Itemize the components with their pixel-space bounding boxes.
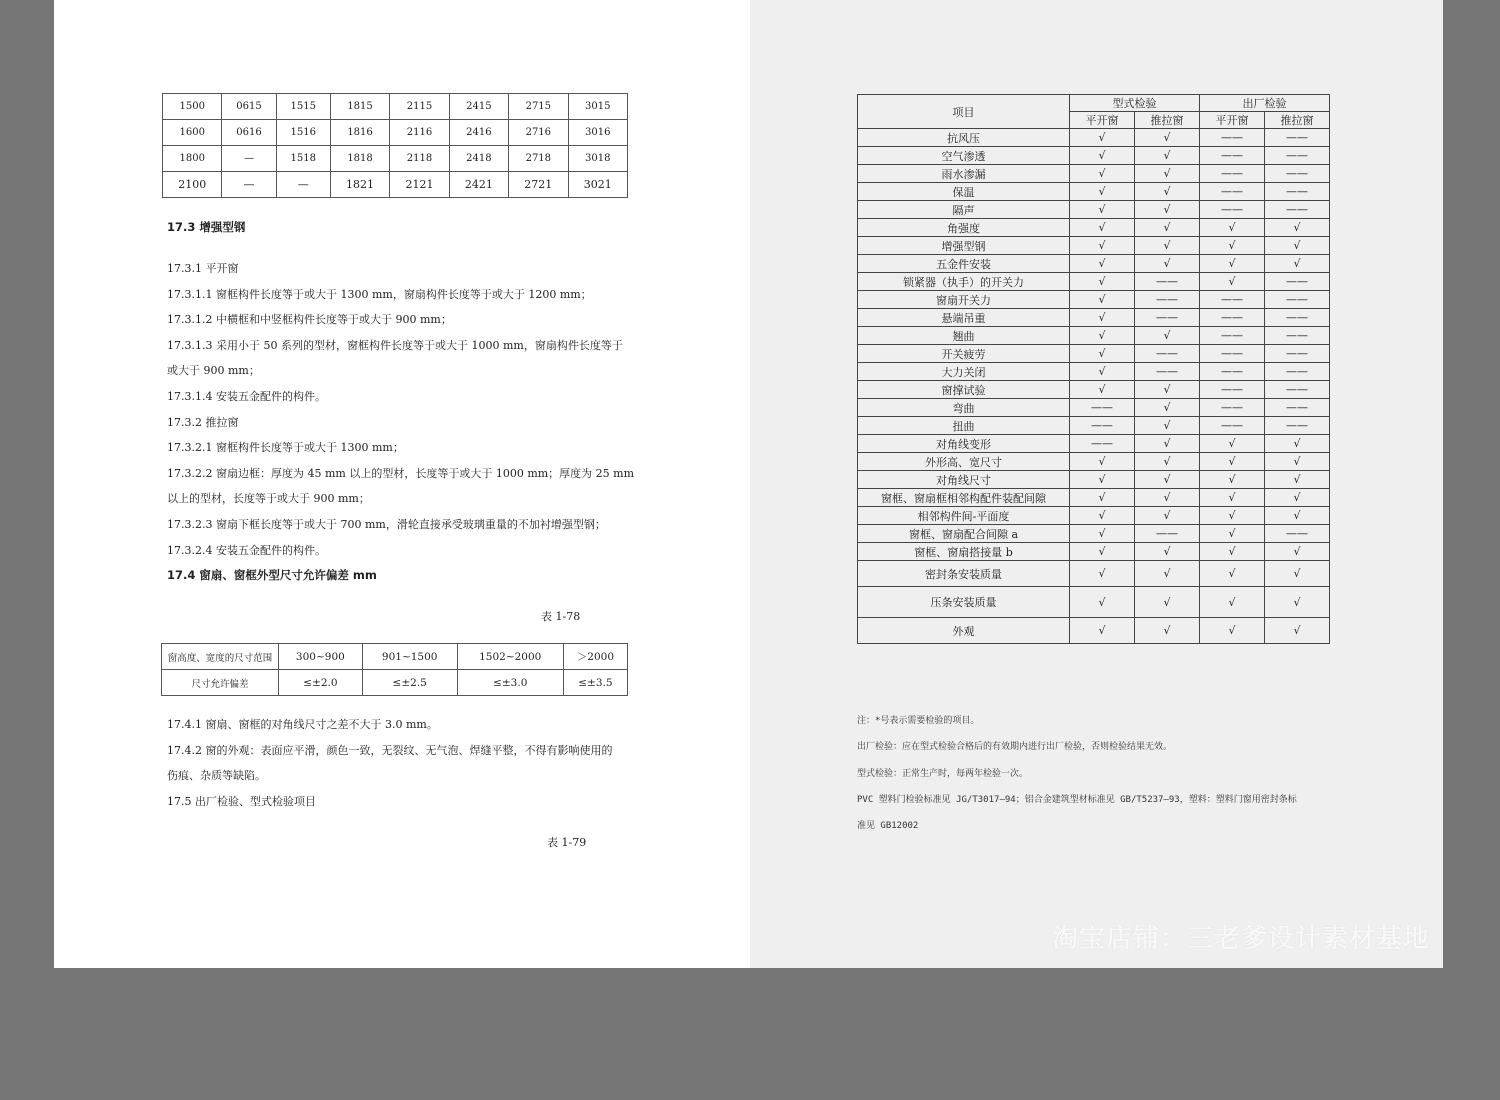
inspection-item-name: 弯曲 bbox=[858, 399, 1070, 417]
inspection-item-name: 悬端吊重 bbox=[858, 309, 1070, 327]
group-header-type-inspection: 型式检验 bbox=[1070, 95, 1200, 112]
size-table-cell: — bbox=[222, 146, 276, 172]
tol-row1-cell: 901~1500 bbox=[362, 644, 457, 670]
inspection-mark: √ bbox=[1265, 618, 1330, 644]
inspection-mark: √ bbox=[1265, 435, 1330, 453]
caption-table-1-79: 表 1-79 bbox=[547, 836, 587, 849]
caption-table-1-78: 表 1-78 bbox=[541, 610, 581, 623]
inspection-mark: —— bbox=[1135, 525, 1200, 543]
inspection-mark: √ bbox=[1070, 147, 1135, 165]
para-17-4-1: 17.4.1 窗扇、窗框的对角线尺寸之差不大于 3.0 mm。 bbox=[167, 718, 438, 731]
inspection-mark: √ bbox=[1070, 507, 1135, 525]
inspection-row bbox=[858, 273, 1330, 291]
inspection-mark: √ bbox=[1200, 489, 1265, 507]
shop-watermark: 淘宝店铺：三老爹设计素材基地 bbox=[1051, 924, 1430, 954]
inspection-mark: —— bbox=[1200, 291, 1265, 309]
inspection-mark: —— bbox=[1200, 201, 1265, 219]
inspection-mark: √ bbox=[1070, 453, 1135, 471]
inspection-row bbox=[858, 471, 1330, 489]
size-table-cell: 2415 bbox=[449, 94, 508, 120]
inspection-mark: —— bbox=[1200, 381, 1265, 399]
inspection-mark: √ bbox=[1070, 273, 1135, 291]
inspection-item-name: 对角线尺寸 bbox=[858, 471, 1070, 489]
size-table-cell: 2416 bbox=[449, 120, 508, 146]
inspection-mark: —— bbox=[1200, 183, 1265, 201]
inspection-items-table bbox=[857, 94, 1330, 644]
inspection-mark: —— bbox=[1265, 363, 1330, 381]
inspection-mark: —— bbox=[1135, 291, 1200, 309]
size-table-cell: 1516 bbox=[276, 120, 330, 146]
size-table-cell: 0616 bbox=[222, 120, 276, 146]
sub-header-casement: 平开窗 bbox=[1070, 112, 1135, 129]
inspection-item-name: 雨水渗漏 bbox=[858, 165, 1070, 183]
inspection-item-name: 增强型钢 bbox=[858, 237, 1070, 255]
size-table-cell: 1515 bbox=[276, 94, 330, 120]
para-17-3-1-2: 17.3.1.2 中横框和中竖框构件长度等于或大于 900 mm； bbox=[167, 313, 452, 326]
inspection-item-name: 密封条安装质量 bbox=[858, 561, 1070, 587]
inspection-row bbox=[858, 435, 1330, 453]
inspection-mark: √ bbox=[1135, 147, 1200, 165]
inspection-row bbox=[858, 291, 1330, 309]
inspection-mark: —— bbox=[1135, 345, 1200, 363]
inspection-mark: √ bbox=[1070, 129, 1135, 147]
note-line-1: 注：*号表示需要检验的项目。 bbox=[857, 716, 980, 726]
inspection-mark: √ bbox=[1135, 471, 1200, 489]
para-17-3-1-3-line1: 17.3.1.3 采用小于 50 系列的型材，窗框构件长度等于或大于 1000 mm，窗扇构件长度等于 bbox=[167, 339, 623, 352]
para-17-4-2-line1: 17.4.2 窗的外观：表面应平滑，颜色一致，无裂纹、无气泡、焊缝平整，不得有影响使用的 bbox=[167, 744, 613, 757]
inspection-mark: —— bbox=[1265, 183, 1330, 201]
inspection-row bbox=[858, 345, 1330, 363]
inspection-item-name: 抗风压 bbox=[858, 129, 1070, 147]
inspection-mark: √ bbox=[1070, 309, 1135, 327]
inspection-mark: √ bbox=[1265, 561, 1330, 587]
size-table-row bbox=[163, 172, 628, 198]
inspection-row bbox=[858, 255, 1330, 273]
inspection-mark: √ bbox=[1070, 291, 1135, 309]
para-17-3-1-4: 17.3.1.4 安装五金配件的构件。 bbox=[167, 390, 326, 403]
inspection-mark: √ bbox=[1135, 507, 1200, 525]
size-table-cell: 1500 bbox=[163, 94, 222, 120]
para-17-3-2-2-line2: 以上的型材，长度等于或大于 900 mm； bbox=[167, 492, 370, 505]
size-table-cell: 2721 bbox=[509, 172, 568, 198]
inspection-mark: √ bbox=[1135, 489, 1200, 507]
right-page bbox=[750, 0, 1443, 968]
window-size-code-table bbox=[162, 93, 628, 198]
inspection-mark: √ bbox=[1070, 345, 1135, 363]
inspection-mark: √ bbox=[1265, 255, 1330, 273]
inspection-mark: √ bbox=[1070, 165, 1135, 183]
inspection-row bbox=[858, 525, 1330, 543]
inspection-item-name: 开关疲劳 bbox=[858, 345, 1070, 363]
inspection-mark: √ bbox=[1135, 129, 1200, 147]
inspection-mark: √ bbox=[1135, 237, 1200, 255]
inspection-mark: √ bbox=[1070, 183, 1135, 201]
inspection-mark: —— bbox=[1200, 417, 1265, 435]
inspection-mark: √ bbox=[1200, 618, 1265, 644]
inspection-item-name: 隔声 bbox=[858, 201, 1070, 219]
inspection-mark: √ bbox=[1070, 363, 1135, 381]
inspection-mark: √ bbox=[1070, 618, 1135, 644]
inspection-mark: —— bbox=[1200, 399, 1265, 417]
inspection-mark: √ bbox=[1070, 237, 1135, 255]
inspection-mark: —— bbox=[1265, 309, 1330, 327]
inspection-mark: —— bbox=[1265, 417, 1330, 435]
inspection-item-name: 保温 bbox=[858, 183, 1070, 201]
size-table-cell: 2115 bbox=[390, 94, 449, 120]
inspection-item-name: 角强度 bbox=[858, 219, 1070, 237]
size-table-cell: 1816 bbox=[330, 120, 389, 146]
note-line-5: 准见 GB12002 bbox=[857, 821, 919, 831]
inspection-item-name: 空气渗透 bbox=[858, 147, 1070, 165]
inspection-item-name: 压条安装质量 bbox=[858, 587, 1070, 618]
inspection-item-name: 翘曲 bbox=[858, 327, 1070, 345]
inspection-row bbox=[858, 618, 1330, 644]
inspection-item-name: 外形高、宽尺寸 bbox=[858, 453, 1070, 471]
inspection-item-name: 五金件安装 bbox=[858, 255, 1070, 273]
inspection-mark: √ bbox=[1200, 561, 1265, 587]
size-table-cell: 0615 bbox=[222, 94, 276, 120]
inspection-mark: √ bbox=[1200, 255, 1265, 273]
para-17-3-1-1: 17.3.1.1 窗框构件长度等于或大于 1300 mm，窗扇构件长度等于或大于 1200 mm； bbox=[167, 288, 592, 301]
inspection-row bbox=[858, 417, 1330, 435]
inspection-mark: √ bbox=[1200, 237, 1265, 255]
inspection-mark: √ bbox=[1265, 543, 1330, 561]
para-17-4-2-line2: 伤痕、杂质等缺陷。 bbox=[167, 769, 266, 782]
inspection-mark: √ bbox=[1135, 417, 1200, 435]
tol-row1-cell: 300~900 bbox=[279, 644, 363, 670]
inspection-row bbox=[858, 147, 1330, 165]
left-page bbox=[54, 0, 750, 968]
para-17-3-1: 17.3.1 平开窗 bbox=[167, 262, 239, 275]
inspection-mark: —— bbox=[1070, 417, 1135, 435]
inspection-mark: √ bbox=[1135, 587, 1200, 618]
tolerance-table bbox=[161, 643, 628, 696]
note-line-2: 出厂检验：应在型式检验合格后的有效期内进行出厂检验，否则检验结果无效。 bbox=[857, 742, 1173, 752]
inspection-mark: √ bbox=[1070, 561, 1135, 587]
inspection-mark: —— bbox=[1265, 273, 1330, 291]
inspection-mark: √ bbox=[1200, 525, 1265, 543]
inspection-mark: √ bbox=[1135, 255, 1200, 273]
inspection-mark: —— bbox=[1265, 345, 1330, 363]
inspection-mark: √ bbox=[1070, 219, 1135, 237]
inspection-mark: √ bbox=[1200, 273, 1265, 291]
size-table-cell: 1518 bbox=[276, 146, 330, 172]
inspection-item-name: 窗扇开关力 bbox=[858, 291, 1070, 309]
inspection-mark: —— bbox=[1265, 291, 1330, 309]
note-line-4: PVC 塑料门检验标准见 JG/T3017—94；铝合金建筑型材标准见 GB/T5237—93，塑料：塑料门窗用密封条标 bbox=[857, 795, 1297, 805]
inspection-mark: —— bbox=[1265, 201, 1330, 219]
inspection-row bbox=[858, 453, 1330, 471]
size-table-cell: 2100 bbox=[163, 172, 222, 198]
inspection-mark: —— bbox=[1200, 309, 1265, 327]
size-table-cell: 3015 bbox=[568, 94, 627, 120]
inspection-mark: √ bbox=[1135, 327, 1200, 345]
inspection-mark: √ bbox=[1070, 381, 1135, 399]
inspection-mark: —— bbox=[1200, 345, 1265, 363]
tol-row2-cell: ≤±2.0 bbox=[279, 670, 363, 696]
inspection-item-name: 窗框、窗扇框相邻构配件装配间隙 bbox=[858, 489, 1070, 507]
para-17-3-2-4: 17.3.2.4 安装五金配件的构件。 bbox=[167, 544, 326, 557]
inspection-mark: √ bbox=[1070, 255, 1135, 273]
inspection-row bbox=[858, 201, 1330, 219]
size-table-cell: 1800 bbox=[163, 146, 222, 172]
inspection-mark: —— bbox=[1265, 165, 1330, 183]
inspection-mark: —— bbox=[1265, 129, 1330, 147]
inspection-mark: √ bbox=[1135, 435, 1200, 453]
para-17-3-2-1: 17.3.2.1 窗框构件长度等于或大于 1300 mm； bbox=[167, 441, 404, 454]
tol-row2-cell: ≤±2.5 bbox=[362, 670, 457, 696]
inspection-mark: —— bbox=[1135, 273, 1200, 291]
sub-header-sliding: 推拉窗 bbox=[1265, 112, 1330, 129]
inspection-mark: √ bbox=[1200, 435, 1265, 453]
inspection-mark: √ bbox=[1265, 219, 1330, 237]
inspection-item-name: 窗框、窗扇搭接量 b bbox=[858, 543, 1070, 561]
inspection-mark: √ bbox=[1200, 471, 1265, 489]
inspection-mark: —— bbox=[1265, 381, 1330, 399]
inspection-mark: √ bbox=[1135, 201, 1200, 219]
inspection-mark: √ bbox=[1135, 381, 1200, 399]
tol-row2-cell: ≤±3.0 bbox=[457, 670, 563, 696]
inspection-item-name: 外观 bbox=[858, 618, 1070, 644]
inspection-mark: √ bbox=[1070, 587, 1135, 618]
note-line-3: 型式检验：正常生产时，每两年检验一次。 bbox=[857, 769, 1029, 779]
inspection-mark: —— bbox=[1070, 435, 1135, 453]
inspection-mark: √ bbox=[1070, 327, 1135, 345]
inspection-row bbox=[858, 381, 1330, 399]
size-table-cell: 2116 bbox=[390, 120, 449, 146]
inspection-mark: √ bbox=[1070, 543, 1135, 561]
size-table-cell: 2716 bbox=[509, 120, 568, 146]
tol-row2-label: 尺寸允许偏差 bbox=[162, 670, 279, 696]
size-table-cell: 1815 bbox=[330, 94, 389, 120]
sub-header-sliding: 推拉窗 bbox=[1135, 112, 1200, 129]
inspection-row bbox=[858, 165, 1330, 183]
size-table-cell: 2418 bbox=[449, 146, 508, 172]
inspection-row bbox=[858, 327, 1330, 345]
para-17-5: 17.5 出厂检验、型式检验项目 bbox=[167, 795, 316, 808]
inspection-mark: √ bbox=[1135, 453, 1200, 471]
inspection-mark: √ bbox=[1135, 183, 1200, 201]
inspection-mark: —— bbox=[1200, 147, 1265, 165]
inspection-item-name: 窗框、窗扇配合间隙 a bbox=[858, 525, 1070, 543]
inspection-row bbox=[858, 587, 1330, 618]
size-table-cell: 2118 bbox=[390, 146, 449, 172]
tol-row1-label: 窗高度、宽度的尺寸范围 bbox=[162, 644, 279, 670]
size-table-cell: 3021 bbox=[568, 172, 627, 198]
inspection-mark: —— bbox=[1200, 165, 1265, 183]
inspection-mark: —— bbox=[1135, 363, 1200, 381]
inspection-mark: √ bbox=[1265, 507, 1330, 525]
size-table-cell: 2718 bbox=[509, 146, 568, 172]
inspection-mark: √ bbox=[1135, 219, 1200, 237]
inspection-mark: √ bbox=[1070, 471, 1135, 489]
inspection-item-name: 锁紧器（执手）的开关力 bbox=[858, 273, 1070, 291]
group-header-factory-inspection: 出厂检验 bbox=[1200, 95, 1330, 112]
size-table-cell: 1821 bbox=[330, 172, 389, 198]
inspection-mark: —— bbox=[1200, 129, 1265, 147]
size-table-row bbox=[163, 94, 628, 120]
para-17-3-1-3-line2: 或大于 900 mm； bbox=[167, 364, 260, 377]
inspection-mark: —— bbox=[1265, 147, 1330, 165]
inspection-mark: √ bbox=[1200, 219, 1265, 237]
size-table-cell: 1818 bbox=[330, 146, 389, 172]
inspection-row bbox=[858, 507, 1330, 525]
inspection-mark: √ bbox=[1200, 507, 1265, 525]
inspection-mark: √ bbox=[1135, 618, 1200, 644]
para-17-3-2-2-line1: 17.3.2.2 窗扇边框：厚度为 45 mm 以上的型材，长度等于或大于 1000 mm；厚度为 25 mm bbox=[167, 467, 635, 480]
para-17-3-2: 17.3.2 推拉窗 bbox=[167, 416, 239, 429]
size-table-cell: 3016 bbox=[568, 120, 627, 146]
inspection-row bbox=[858, 363, 1330, 381]
size-table-cell: 1600 bbox=[163, 120, 222, 146]
inspection-mark: —— bbox=[1200, 327, 1265, 345]
inspection-mark: —— bbox=[1265, 327, 1330, 345]
inspection-mark: —— bbox=[1200, 363, 1265, 381]
inspection-row bbox=[858, 399, 1330, 417]
inspection-row bbox=[858, 561, 1330, 587]
inspection-mark: √ bbox=[1265, 237, 1330, 255]
inspection-row bbox=[858, 543, 1330, 561]
inspection-item-name: 窗撑试验 bbox=[858, 381, 1070, 399]
inspection-mark: √ bbox=[1265, 453, 1330, 471]
inspection-mark: √ bbox=[1265, 587, 1330, 618]
inspection-mark: √ bbox=[1135, 399, 1200, 417]
inspection-mark: —— bbox=[1070, 399, 1135, 417]
size-table-row bbox=[163, 146, 628, 172]
size-table-cell: 2121 bbox=[390, 172, 449, 198]
inspection-mark: √ bbox=[1070, 201, 1135, 219]
inspection-item-name: 扭曲 bbox=[858, 417, 1070, 435]
tol-row1-cell: 1502~2000 bbox=[457, 644, 563, 670]
size-table-cell: 3018 bbox=[568, 146, 627, 172]
inspection-mark: √ bbox=[1200, 453, 1265, 471]
heading-17-4: 17.4 窗扇、窗框外型尺寸允许偏差 mm bbox=[167, 568, 377, 582]
heading-17-3: 17.3 增强型钢 bbox=[167, 220, 246, 234]
size-table-cell: — bbox=[276, 172, 330, 198]
inspection-mark: √ bbox=[1265, 471, 1330, 489]
inspection-row bbox=[858, 489, 1330, 507]
inspection-item-name: 大力关闭 bbox=[858, 363, 1070, 381]
inspection-mark: —— bbox=[1265, 525, 1330, 543]
size-table-cell: — bbox=[222, 172, 276, 198]
size-table-cell: 2421 bbox=[449, 172, 508, 198]
sub-header-casement: 平开窗 bbox=[1200, 112, 1265, 129]
inspection-mark: √ bbox=[1265, 489, 1330, 507]
col-header-item: 项目 bbox=[858, 95, 1070, 129]
size-table-cell: 2715 bbox=[509, 94, 568, 120]
inspection-mark: √ bbox=[1200, 543, 1265, 561]
size-table-row bbox=[163, 120, 628, 146]
para-17-3-2-3: 17.3.2.3 窗扇下框长度等于或大于 700 mm，滑轮直接承受玻璃重量的不加衬增强型钢； bbox=[167, 518, 606, 531]
inspection-row bbox=[858, 129, 1330, 147]
inspection-item-name: 对角线变形 bbox=[858, 435, 1070, 453]
inspection-row bbox=[858, 309, 1330, 327]
inspection-mark: √ bbox=[1135, 165, 1200, 183]
tol-row1-cell: ＞2000 bbox=[563, 644, 627, 670]
inspection-mark: √ bbox=[1070, 525, 1135, 543]
watermark-small: 三老爹 bbox=[699, 363, 744, 419]
inspection-mark: √ bbox=[1135, 561, 1200, 587]
tol-row2-cell: ≤±3.5 bbox=[563, 670, 627, 696]
inspection-mark: √ bbox=[1200, 587, 1265, 618]
inspection-row bbox=[858, 237, 1330, 255]
inspection-mark: √ bbox=[1135, 543, 1200, 561]
inspection-mark: —— bbox=[1135, 309, 1200, 327]
inspection-row bbox=[858, 219, 1330, 237]
inspection-item-name: 相邻构件间-平面度 bbox=[858, 507, 1070, 525]
inspection-mark: —— bbox=[1265, 399, 1330, 417]
inspection-mark: √ bbox=[1070, 489, 1135, 507]
inspection-row bbox=[858, 183, 1330, 201]
